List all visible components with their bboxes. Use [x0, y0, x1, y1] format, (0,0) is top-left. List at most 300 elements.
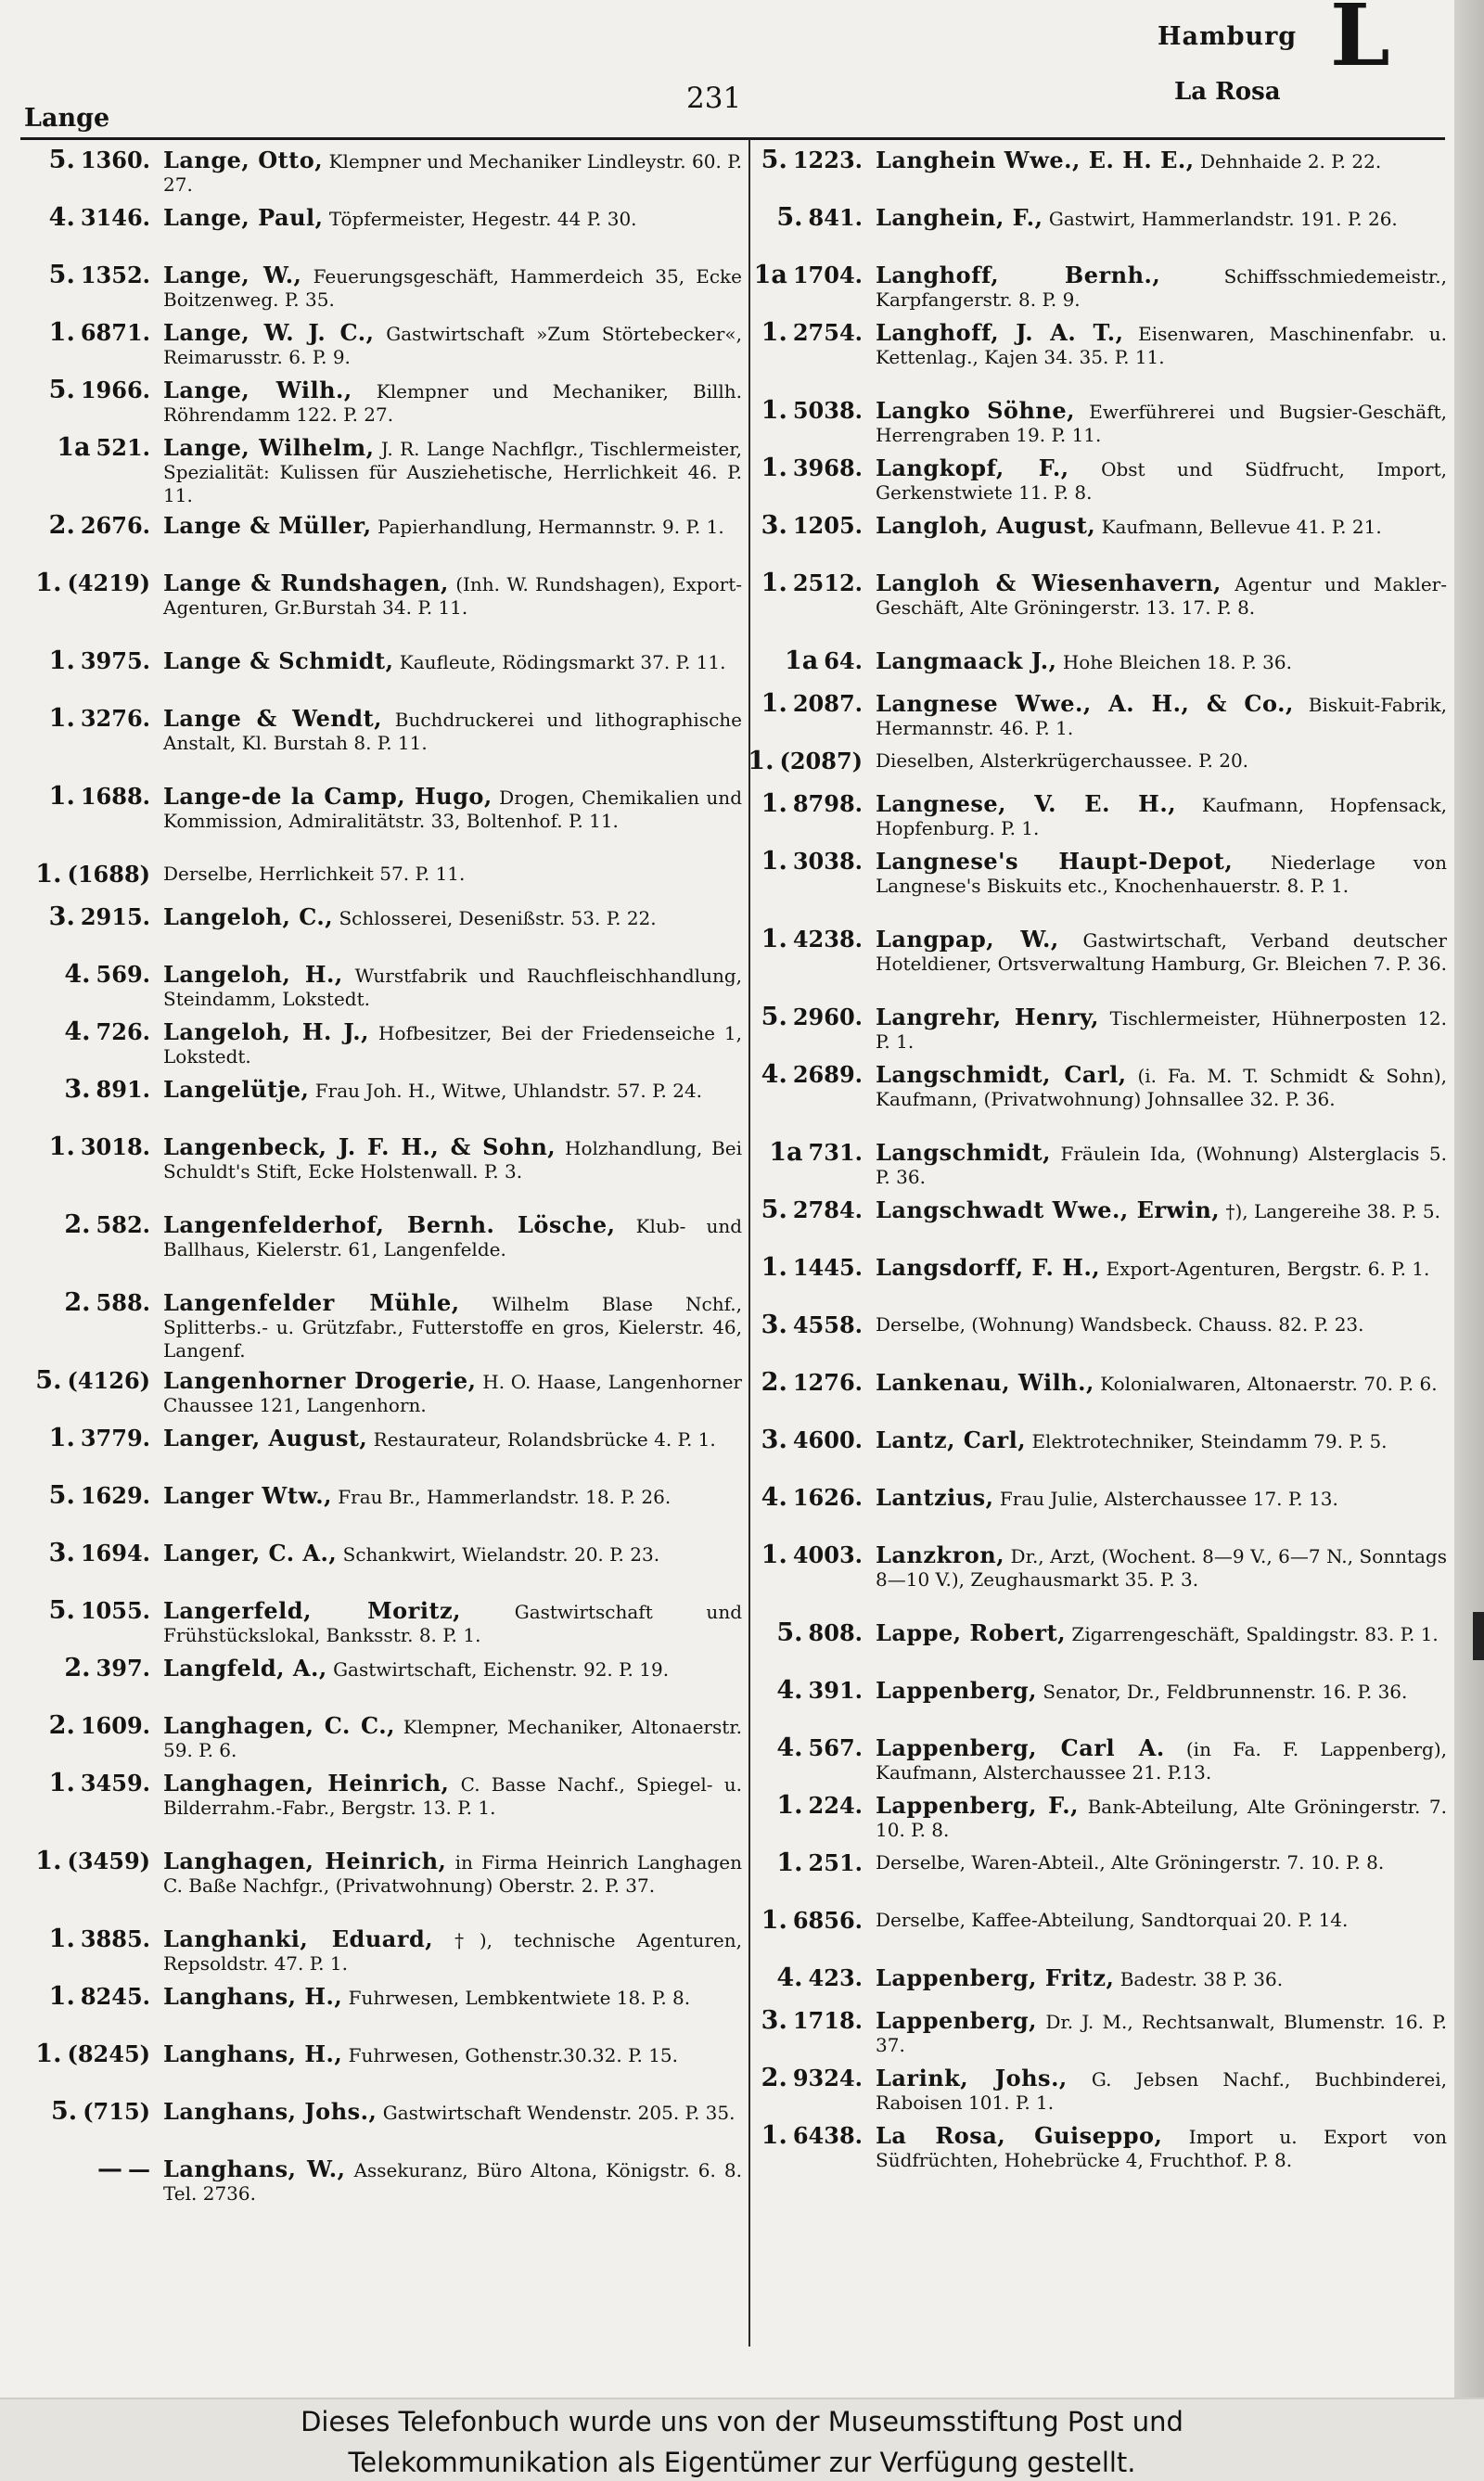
exchange-class: 2.: [64, 1288, 91, 1317]
subscriber-name: Lankenau, Wilh.,: [876, 1369, 1094, 1396]
entry-text: [876, 2003, 1447, 2061]
subscriber-name: Langelütje,: [163, 1076, 310, 1103]
subscriber-details: Frau Br., Hammerlandstr. 18. P. 26.: [338, 1486, 672, 1508]
subscriber-details: Klempner, Mechaniker, Altonaerstr. 59. P. 6.: [163, 1716, 742, 1761]
directory-entry: [19, 258, 742, 315]
exchange-class: 1.: [48, 1982, 75, 2011]
entry-text: [163, 1844, 742, 1922]
subscriber-name: La Rosa, Guiseppo,: [876, 2122, 1163, 2149]
entry-text: [876, 2061, 1447, 2118]
entry-text: [876, 644, 1447, 686]
header-rule: [20, 137, 1445, 140]
exchange-class: 1.: [761, 2121, 787, 2150]
page-number: 231: [686, 82, 742, 115]
phone-number: [731, 644, 876, 686]
directory-entry: [19, 566, 742, 644]
exchange-class: 1.: [761, 1541, 787, 1569]
subscriber-details: Derselbe, Herrlichkeit 57. P. 11.: [163, 863, 466, 885]
phone-number: [731, 1057, 876, 1135]
subscriber-name: Langmaack J.,: [876, 647, 1057, 674]
entry-text: [876, 1250, 1447, 1308]
directory-entry: [19, 315, 742, 373]
subscriber-name: Lappenberg, Carl A.: [876, 1734, 1165, 1761]
line-number: (1688): [67, 861, 150, 888]
exchange-class: 1.: [776, 1791, 803, 1820]
subscriber-name: Langloh & Wiesenhavern,: [876, 569, 1222, 596]
directory-entry: [19, 644, 742, 701]
phone-number: [19, 1844, 163, 1922]
entry-text: [163, 779, 742, 857]
exchange-class: 1.: [35, 569, 62, 597]
exchange-class: 5.: [35, 1366, 62, 1395]
phone-number: [731, 200, 876, 258]
entry-text: [163, 1536, 742, 1593]
subscriber-details: Niederlage von Langnese's Biskuits etc., Knochenhauerstr. 8. P. 1.: [876, 851, 1447, 897]
phone-number: [19, 430, 163, 508]
subscriber-details: Bank-Abteilung, Alte Gröningerstr. 7. 10. P. 8.: [876, 1796, 1447, 1841]
subscriber-details: Derselbe, Kaffee-Abteilung, Sandtorquai 20. P. 14.: [876, 1909, 1349, 1931]
directory-entry: [19, 857, 742, 900]
subscriber-name: Langhans, H.,: [163, 1983, 343, 2010]
subscriber-name: Langhans, W.,: [163, 2155, 346, 2182]
entry-text: [876, 2118, 1447, 2196]
line-number: 1205.: [792, 512, 863, 539]
line-number: 2915.: [80, 903, 150, 930]
entry-text: [876, 844, 1447, 922]
subscriber-details: Gastwirtschaft »Zum Störtebecker«, Reimarusstr. 6. P. 9.: [163, 323, 742, 368]
phone-number: [19, 1766, 163, 1844]
subscriber-details: C. Basse Nachf., Spiegel- u. Bilderrahm.-Fabr., Bergstr. 13. P. 1.: [163, 1773, 742, 1819]
subscriber-details: Holzhandlung, Bei Schuldt's Stift, Ecke Holstenwall. P. 3.: [163, 1137, 742, 1183]
line-number: 251.: [808, 1849, 863, 1876]
subscriber-name: Lappenberg,: [876, 2007, 1038, 2034]
subscriber-name: Lantzius,: [876, 1484, 994, 1511]
phone-number: [731, 2118, 876, 2196]
subscriber-details: Klempner und Mechaniker, Billh. Röhrendamm 122. P. 27.: [163, 380, 742, 426]
subscriber-details: Töpfermeister, Hegestr. 44 P. 30.: [328, 208, 637, 230]
entry-text: [163, 200, 742, 258]
phone-number: [731, 1250, 876, 1308]
directory-entry: [19, 957, 742, 1015]
directory-entry: [19, 2094, 742, 2152]
subscriber-details: Frau Joh. H., Witwe, Uhlandstr. 57. P. 24.: [314, 1080, 703, 1102]
directory-entry: [731, 1000, 1447, 1057]
entry-text: [876, 1193, 1447, 1250]
exchange-class: 5.: [48, 146, 75, 174]
subscriber-details: (Inh. W. Rundshagen), Export-Agenturen, Gr.Burstah 34. P. 11.: [163, 573, 742, 619]
exchange-class: 1.: [48, 1769, 75, 1797]
exchange-class: 3.: [48, 1539, 75, 1567]
subscriber-details: Badestr. 38 P. 36.: [1119, 1968, 1284, 1990]
exchange-class: 1.: [748, 747, 774, 775]
directory-entry: [731, 1673, 1447, 1731]
entry-text: [876, 1903, 1447, 1961]
line-number: 841.: [808, 204, 863, 231]
entry-text: [163, 2037, 742, 2094]
phone-number: [19, 1015, 163, 1072]
entry-text: [876, 1308, 1447, 1365]
line-number: 2784.: [792, 1196, 863, 1223]
directory-entry: [19, 1478, 742, 1536]
section-letter: L: [1330, 0, 1390, 85]
entry-text: [163, 566, 742, 644]
subscriber-details: Buchdruckerei und lithographische Anstalt, Kl. Burstah 8. P. 11.: [163, 709, 742, 754]
entry-text: [876, 143, 1447, 200]
subscriber-name: Langsdorff, F. H.,: [876, 1254, 1101, 1281]
subscriber-name: Langloh, August,: [876, 512, 1096, 539]
exchange-class: 3.: [761, 511, 787, 540]
directory-entry: [19, 900, 742, 957]
subscriber-details: Derselbe, (Wohnung) Wandsbeck. Chauss. 82. P. 23.: [876, 1313, 1364, 1336]
phone-number: [731, 922, 876, 1000]
phone-number: [731, 1903, 876, 1961]
subscriber-name: Lappenberg, Fritz,: [876, 1964, 1115, 1991]
line-number: 8798.: [792, 790, 863, 817]
exchange-class: 5.: [761, 146, 787, 174]
entry-text: [163, 315, 742, 373]
subscriber-name: Langkopf, F.,: [876, 454, 1069, 481]
exchange-class: 4.: [64, 960, 91, 989]
subscriber-name: Lange & Rundshagen,: [163, 569, 449, 596]
phone-number: [731, 686, 876, 744]
directory-entry: [731, 1788, 1447, 1846]
subscriber-details: Gastwirt, Hammerlandstr. 191. P. 26.: [1048, 208, 1398, 230]
line-number: 64.: [824, 647, 863, 674]
entry-text: [876, 566, 1447, 644]
exchange-class: 2.: [761, 1368, 787, 1397]
phone-number: [731, 393, 876, 451]
line-number: 4003.: [792, 1541, 863, 1568]
line-number: 726.: [96, 1018, 150, 1045]
line-number: 3885.: [80, 1925, 150, 1952]
directory-entry: [731, 844, 1447, 922]
entry-text: [876, 1057, 1447, 1135]
entry-text: [876, 393, 1447, 451]
directory-entry: [19, 508, 742, 566]
entry-text: [876, 1423, 1447, 1480]
subscriber-details: Kolonialwaren, Altonaerstr. 70. P. 6.: [1100, 1373, 1438, 1395]
exchange-class: 5.: [51, 2097, 78, 2126]
entry-text: [876, 1135, 1447, 1193]
line-number: 3459.: [80, 1770, 150, 1797]
entry-text: [876, 1365, 1447, 1423]
subscriber-details: Fuhrwesen, Lembkentwiete 18. P. 8.: [348, 1987, 691, 2009]
phone-number: [19, 1130, 163, 1208]
line-number: 2754.: [792, 319, 863, 346]
exchange-class: 1.: [48, 782, 75, 811]
line-number: 588.: [96, 1289, 150, 1316]
subscriber-details: Hofbesitzer, Bei der Friedenseiche 1, Lokstedt.: [163, 1022, 742, 1068]
subscriber-name: Lange, Wilh.,: [163, 377, 352, 403]
entry-text: [163, 701, 742, 779]
subscriber-details: Schiffsschmiedemeistr., Karpfangerstr. 8. P. 9.: [876, 265, 1447, 311]
subscriber-name: Lantz, Carl,: [876, 1426, 1027, 1453]
line-number: 1609.: [80, 1712, 150, 1739]
entry-text: [876, 1961, 1447, 2003]
directory-entry: [731, 393, 1447, 451]
entry-text: [876, 1788, 1447, 1846]
phone-number: [731, 1731, 876, 1788]
subscriber-details: Klub- und Ballhaus, Kielerstr. 61, Langenfelde.: [163, 1215, 742, 1260]
page-edge: [1454, 0, 1484, 2398]
directory-entry: [19, 143, 742, 200]
directory-entry: [731, 1846, 1447, 1903]
line-number: 808.: [808, 1619, 863, 1646]
exchange-class: 1.: [48, 1132, 75, 1161]
entry-text: [876, 686, 1447, 744]
phone-number: [731, 1480, 876, 1538]
directory-entry: [19, 1208, 742, 1285]
entry-text: [163, 2094, 742, 2152]
exchange-class: 1.: [761, 569, 787, 597]
subscriber-details: Gastwirtschaft Wendenstr. 205. P. 35.: [382, 2102, 736, 2124]
phone-number: [19, 1208, 163, 1285]
subscriber-details: Senator, Dr., Feldbrunnenstr. 16. P. 36.: [1043, 1681, 1408, 1703]
subscriber-details: Hohe Bleichen 18. P. 36.: [1062, 651, 1292, 673]
subscriber-details: G. Jebsen Nachf., Buchbinderei, Raboisen 101. P. 1.: [876, 2068, 1447, 2114]
entry-text: [163, 857, 742, 900]
exchange-class: 1.: [761, 847, 787, 876]
phone-number: [19, 1593, 163, 1651]
directory-entry: [731, 143, 1447, 200]
line-number: 3975.: [80, 647, 150, 674]
exchange-class: 1.: [761, 789, 787, 818]
subscriber-details: Dr. J. M., Rechtsanwalt, Blumenstr. 16. P. 37.: [876, 2011, 1447, 2056]
phone-number: [731, 1788, 876, 1846]
phone-number: [731, 1135, 876, 1193]
line-number: 2676.: [80, 512, 150, 539]
directory-entry: [731, 1193, 1447, 1250]
phone-number: [19, 200, 163, 258]
line-number: 3146.: [80, 204, 150, 231]
directory-entry: [19, 430, 742, 508]
line-number: 6438.: [792, 2122, 863, 2149]
subscriber-name: Lange & Schmidt,: [163, 647, 394, 674]
directory-entry: [731, 258, 1447, 315]
line-number: 397.: [96, 1655, 150, 1682]
line-number: 1445.: [792, 1254, 863, 1281]
entry-text: [876, 922, 1447, 1000]
subscriber-name: Langeloh, H. J.,: [163, 1018, 370, 1045]
phone-number: [731, 1673, 876, 1731]
subscriber-name: Lange, Wilhelm,: [163, 434, 375, 461]
entry-text: [876, 1000, 1447, 1057]
phone-number: [19, 1979, 163, 2037]
line-number: 1626.: [792, 1484, 863, 1511]
subscriber-name: Langer, August,: [163, 1425, 368, 1452]
directory-entry: [731, 787, 1447, 844]
subscriber-details: Kaufmann, Hopfensack, Hopfenburg. P. 1.: [876, 794, 1447, 839]
subscriber-name: Larink, Johs.,: [876, 2065, 1068, 2091]
subscriber-name: Langhagen, C. C.,: [163, 1712, 395, 1739]
entry-text: [163, 1285, 742, 1363]
line-number: 1055.: [80, 1597, 150, 1624]
subscriber-name: Langko Söhne,: [876, 397, 1075, 424]
line-number: 8245.: [80, 1983, 150, 2010]
phone-number: [19, 1708, 163, 1766]
subscriber-details: Elektrotechniker, Steindamm 79. P. 5.: [1031, 1430, 1388, 1452]
subscriber-details: Papierhandlung, Hermannstr. 9. P. 1.: [377, 516, 724, 538]
phone-number: [19, 857, 163, 900]
line-number: 731.: [808, 1139, 863, 1166]
subscriber-name: Lappe, Robert,: [876, 1619, 1067, 1646]
phone-number: [19, 1421, 163, 1478]
entry-text: [876, 258, 1447, 315]
subscriber-name: Lange & Wendt,: [163, 705, 383, 732]
entry-text: [163, 1478, 742, 1536]
line-number: 3779.: [80, 1425, 150, 1452]
subscriber-details: Assekuranz, Büro Altona, Königstr. 6. 8. Tel. 2736.: [163, 2159, 742, 2205]
exchange-class: 2.: [64, 1210, 91, 1239]
phone-number: [731, 143, 876, 200]
exchange-class: 1.: [35, 2040, 62, 2068]
subscriber-details: Gastwirtschaft und Frühstückslokal, Banksstr. 8. P. 1.: [163, 1601, 742, 1646]
subscriber-name: Langenhorner Drogerie,: [163, 1367, 477, 1394]
entry-text: [163, 1651, 742, 1708]
phone-number: [731, 2003, 876, 2061]
subscriber-name: Langer Wtw.,: [163, 1482, 332, 1509]
subscriber-name: Langschmidt,: [876, 1139, 1051, 1166]
line-number: 582.: [96, 1211, 150, 1238]
phone-number: [731, 1538, 876, 1616]
left-column: [19, 143, 742, 2209]
phone-number: [19, 1536, 163, 1593]
exchange-class: 5.: [776, 203, 803, 232]
subscriber-details: Drogen, Chemikalien und Kommission, Admiralitätstr. 33, Boltenhof. P. 11.: [163, 787, 742, 832]
directory-entry: [19, 2037, 742, 2094]
line-number: 4558.: [792, 1311, 863, 1338]
phone-number: [731, 1193, 876, 1250]
phone-number: [731, 2061, 876, 2118]
phone-number: [731, 744, 876, 787]
running-head-city: Hamburg: [1158, 22, 1298, 51]
directory-entry: [731, 744, 1447, 787]
line-number: (4219): [67, 569, 150, 596]
subscriber-details: Dehnhaide 2. P. 22.: [1200, 150, 1382, 173]
directory-entry: [19, 200, 742, 258]
subscriber-name: Langer, C. A.,: [163, 1540, 338, 1567]
subscriber-details: (i. Fa. M. T. Schmidt & Sohn), Kaufmann, (Privatwohnung) Johnsallee 32. P. 36.: [876, 1065, 1447, 1110]
phone-number: [19, 1285, 163, 1363]
entry-text: [163, 2152, 742, 2209]
exchange-class: 1a: [784, 646, 819, 675]
subscriber-name: Langeloh, H.,: [163, 961, 343, 988]
line-number: 391.: [808, 1677, 863, 1704]
subscriber-details: Fuhrwesen, Gothenstr.30.32. P. 15.: [348, 2044, 678, 2066]
line-number: (2087): [779, 748, 863, 774]
phone-number: [731, 258, 876, 315]
phone-number: [19, 1922, 163, 1979]
subscriber-details: Gastwirtschaft, Verband deutscher Hoteldiener, Ortsverwaltung Hamburg, Gr. Bleichen 7. P. 36.: [876, 929, 1447, 975]
exchange-class: 1.: [35, 1847, 62, 1875]
exchange-class: 3.: [761, 1311, 787, 1339]
phone-number: [19, 2037, 163, 2094]
entry-text: [163, 900, 742, 957]
entry-text: [163, 1421, 742, 1478]
subscriber-name: Lange, Otto,: [163, 147, 324, 173]
exchange-class: 1a: [753, 261, 787, 289]
line-number: 224.: [808, 1792, 863, 1819]
subscriber-name: Langrehr, Henry,: [876, 1004, 1099, 1030]
exchange-class: 1.: [48, 318, 75, 347]
line-number: 4600.: [792, 1426, 863, 1453]
subscriber-name: Langerfeld, Moritz,: [163, 1597, 462, 1624]
phone-number: [731, 1000, 876, 1057]
subscriber-name: Lange, W. J. C.,: [163, 319, 375, 346]
directory-entry: [731, 451, 1447, 508]
subscriber-name: Lange-de la Camp, Hugo,: [163, 783, 493, 810]
phone-number: [19, 258, 163, 315]
directory-entry: [731, 1057, 1447, 1135]
subscriber-details: Dieselben, Alsterkrügerchaussee. P. 20.: [876, 749, 1249, 772]
subscriber-name: Langhein Wwe., E. H. E.,: [876, 147, 1195, 173]
entry-text: [163, 373, 742, 430]
line-number: 5038.: [792, 397, 863, 424]
phone-number: [19, 373, 163, 430]
directory-entry: [19, 1651, 742, 1708]
exchange-class: 3.: [48, 902, 75, 931]
exchange-class: 5.: [761, 1003, 787, 1031]
subscriber-name: Langhoff, J. A. T.,: [876, 319, 1124, 346]
exchange-class: 1.: [48, 704, 75, 733]
subscriber-details: Obst und Südfrucht, Import, Gerkenstwiete 11. P. 8.: [876, 458, 1447, 504]
line-number: 1276.: [792, 1369, 863, 1396]
line-number: 2512.: [792, 569, 863, 596]
entry-text: [163, 957, 742, 1015]
subscriber-name: Langhagen, Heinrich,: [163, 1770, 450, 1797]
phone-number: [19, 1363, 163, 1421]
exchange-class: 3.: [64, 1075, 91, 1104]
subscriber-name: Langhans, Johs.,: [163, 2098, 377, 2125]
directory-entry: [19, 1130, 742, 1208]
subscriber-name: Langhagen, Heinrich,: [163, 1848, 447, 1874]
line-number: 3018.: [80, 1133, 150, 1160]
phone-number: [19, 900, 163, 957]
directory-entry: [731, 1538, 1447, 1616]
line-number: 2087.: [792, 690, 863, 717]
line-number: (8245): [67, 2040, 150, 2067]
subscriber-name: Langschmidt, Carl,: [876, 1061, 1127, 1088]
exchange-class: 4.: [64, 1017, 91, 1046]
exchange-class: 4.: [776, 1963, 803, 1992]
subscriber-name: Langeloh, C.,: [163, 903, 334, 930]
phone-number: [731, 566, 876, 644]
entry-text: [163, 1593, 742, 1651]
exchange-class: 3.: [761, 2006, 787, 2035]
directory-entry: [731, 566, 1447, 644]
running-head-left: Lange: [24, 104, 110, 133]
subscriber-details: Klempner und Mechaniker Lindleystr. 60. P. 27.: [163, 150, 742, 196]
attribution-line-1: Dieses Telefonbuch wurde uns von der Museumsstiftung Post und: [301, 2406, 1183, 2437]
directory-entry: [19, 1363, 742, 1421]
directory-entry: [19, 779, 742, 857]
phone-number: [19, 2094, 163, 2152]
exchange-class: 1a: [57, 433, 91, 462]
line-number: 1629.: [80, 1482, 150, 1509]
subscriber-details: Wilhelm Blase Nchf., Splitterbs.- u. Grützfabr., Futterstoffe en gros, Kielerstr. 46, Langenf.: [163, 1293, 742, 1362]
line-number: 1352.: [80, 262, 150, 288]
exchange-class: 1.: [35, 860, 62, 889]
directory-entry: [19, 1015, 742, 1072]
subscriber-details: †), Langereihe 38. P. 5.: [1225, 1200, 1440, 1222]
phone-number: [731, 1616, 876, 1673]
exchange-class: 1.: [761, 1253, 787, 1282]
directory-entry: [731, 1480, 1447, 1538]
subscriber-name: Langpap, W.,: [876, 926, 1059, 953]
entry-text: [163, 1072, 742, 1130]
subscriber-name: Langenfelder Mühle,: [163, 1289, 460, 1316]
subscriber-name: Langhoff, Bernh.,: [876, 262, 1161, 288]
